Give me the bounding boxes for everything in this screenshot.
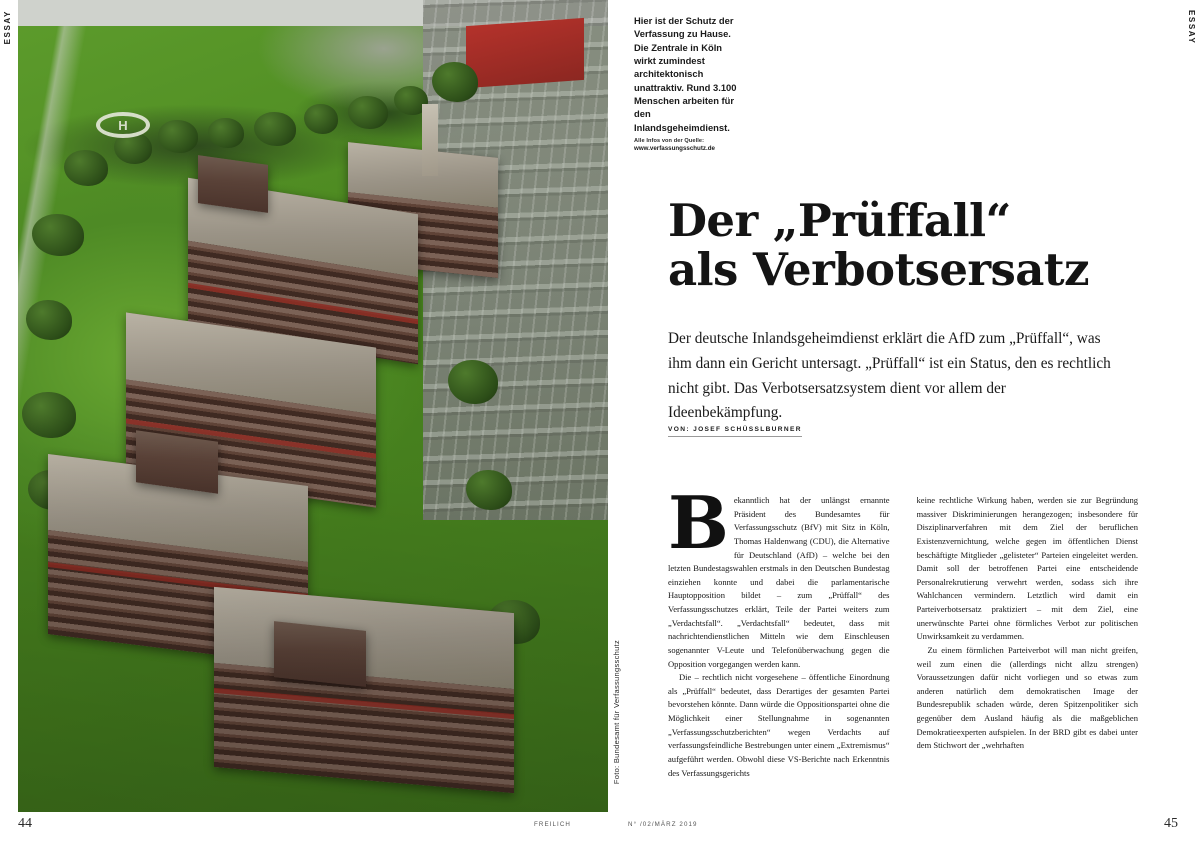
headline-line-1: Der „Prüffall“ [668,194,1011,247]
tree [348,96,388,129]
tree [32,214,84,256]
tree [466,470,512,510]
red-roof-building [466,18,584,88]
tree [22,392,76,438]
photo-credit: Foto: Bundesamt für Verfassungsschutz [612,640,621,785]
tree [64,150,108,186]
hero-photo [18,0,608,812]
building-wing-foreground [214,587,514,793]
body-paragraph: Die – rechtlich nicht vorgesehene – öffentliche Einordnung als „Prüffall“ bedeutet, dass Derartiges der gesamten Partei bevorstehen könnte. Dann würde die Oppositionspartei ohne die Möglichkeit einer Stellungnahme in sogenannten „Verfassungsschutzberichten“ wegen Verdachts auf verfassungsfeindliche Bestrebungen unter einem „Extremismus“ aufgeführt werden. Obwohl diese VS-Berichte nach Erkenntnis des Verfassungsgerichts [668,672,890,778]
footer-issue: N° /02/MÄRZ 2019 [628,821,698,828]
caption-text: Hier ist der Schutz der Verfassung zu Hause. Die Zentrale in Köln wirkt zumindest architektonisch unattraktiv. Rund 3.100 Menschen arbeiten für den Inlandsgeheimdienst. [634,15,737,133]
tree [432,62,478,102]
section-marker-right: ESSAY [1187,10,1196,45]
page-number-right: 45 [1164,816,1178,831]
rooftop-penthouse [274,621,366,687]
photo-caption [634,14,746,152]
body-column-2 [917,494,1139,814]
antenna-tower [422,104,438,176]
drop-cap: B [668,494,729,565]
page-title [668,194,1138,297]
paragraph-text: ekanntlich hat der unlängst ernannte Präsident des Bundesamtes für Verfassungsschutz (BfV) mit Sitz in Köln, Thomas Haldenwang (CDU), die Alternative für Deutschland (AfD) – welche bei den letzten Bundestagswahlen erstmals in den Deutschen Bundestag einziehen konnte und dabei die parlamentarische Hauptopposition bildet – zum „Prüffall“ des Verfassungsschutzes erklärt, Teile der Partei weiters zum „Verdachtsfall“. „Verdachtsfall“ bedeutet, dass mit nachrichtendienstlichen Mitteln wie dem Einschleusen sogenannter V-Leute und Telefonüberwachung gegen die Opposition vorgegangen werden kann. [668,495,890,669]
caption-source-label: Alle Infos von der Quelle: [634,138,705,145]
tree [254,112,296,146]
section-marker-left: ESSAY [3,10,12,45]
caption-source-url[interactable]: www.verfassungsschutz.de [634,145,715,153]
article-byline: VON: JOSEF SCHÜSSLBURNER [668,426,802,437]
headline-line-2: als Verbotsersatz [668,243,1089,297]
rooftop-penthouse [198,155,268,213]
article-standfirst: Der deutsche Inlandsgeheimdienst erklärt die AfD zum „Prüffall“, was ihm dann ein Gericht untersagt. „Prüffall“ ist ein Status, den es rechtlich nicht gibt. Das Verbotsersatzsystem dient vor allem der Ideenbekämpfung. [668,330,1111,422]
body-paragraph: keine rechtliche Wirkung haben, werden sie zur Begründung massiver Diskriminierungen herangezogen; insbesondere für Disziplinarverfahren mit dem Ziel der beruflichen Existenzvernichtung, welche gegen im öffentlichen Dienst beschäftigte Mitglieder „gelisteter“ Parteien eingeleitet werden. Damit soll der betroffenen Partei eine entscheidende Personalrekrutierung verwehrt werden, sodass sich ihre Wahlchancen vermindern. Letztlich wird damit ein Parteiverbotsersatz praktiziert – mit dem Ziel, eine unerwünschte Partei ohne förmliches Verbot zur politischen Unwirksamkeit zu verdammen. [916,495,1138,642]
tree [208,118,244,148]
body-paragraph [668,494,890,671]
tree [158,120,198,153]
tree [448,360,498,404]
footer-brand: FREILICH [534,821,571,828]
article-body [668,494,1138,814]
page-number-left: 44 [18,816,32,831]
tree [26,300,72,340]
body-paragraph: Zu einem förmlichen Parteiverbot will man nicht greifen, weil zum einen die (allerdings nicht allzu strengen) Voraussetzungen dafür nicht vorliegen und so etwas zum anderen natürlich dem demokratischen Image der Bundesrepublik schaden würde, deren Spitzenpolitiker sich gegenüber dem Ausland häufig als die maßgeblichen Demokratieexperten aufspielen. In der BRD gibt es dabei unter dem Stichwort der „wehrhaften [916,644,1138,751]
tree [304,104,338,134]
body-column-1 [668,494,890,814]
helipad-marking [96,112,150,138]
